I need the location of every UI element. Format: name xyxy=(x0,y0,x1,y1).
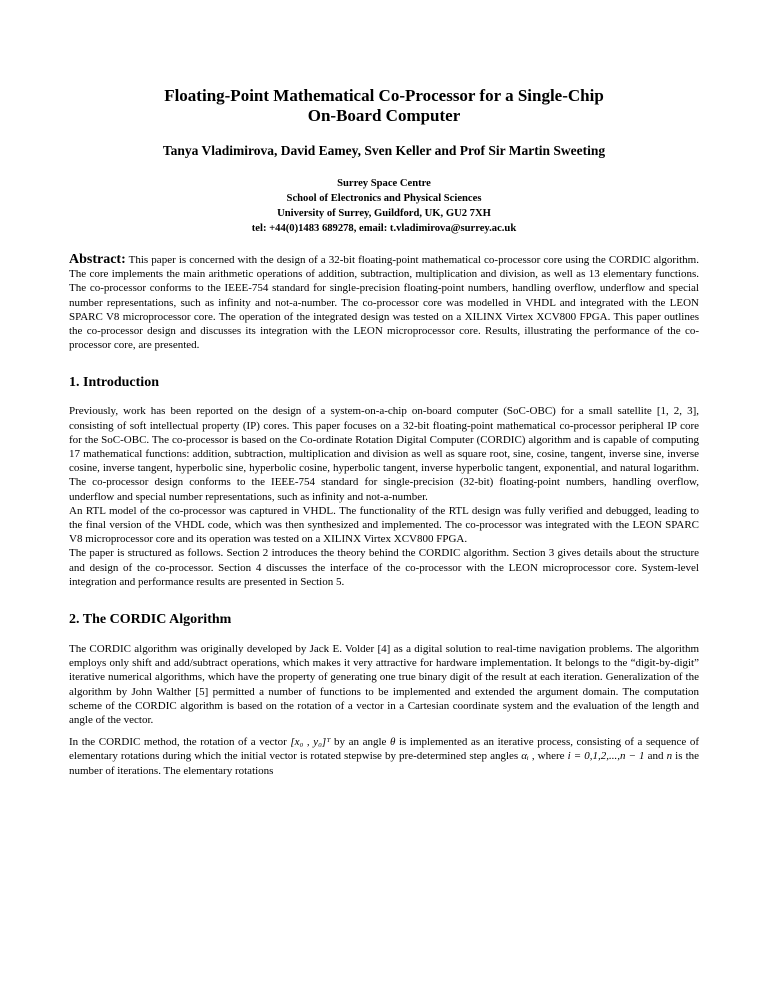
abstract-label: Abstract: xyxy=(69,252,126,267)
intro-paragraph-1: Previously, work has been reported on the design of a system-on-a-chip on-board computer (SoC-OBC) for a small satellite [1, 2, 3], consisting of soft intellectual property (IP) cores. This paper focuses on a 32-bit floating-point mathematical co-processor peripheral IP core for the SoC-OBC. The co-processor is based on the Co-ordinate Rotation Digital Computer (CORDIC) algorithm and is capable of computing 17 mathematical functions: addition, subtraction, multiplication and division as well as square root, sine, cosine, tangent, inverse sine, inverse cosine, inverse tangent, hyperbolic sine, hyperbolic cosine, hyperbolic tangent, inverse hyperbolic tangent, exponential, and natural logarithm. The co-processor design conforms to the IEEE-754 standard for single-precision (32-bit) floating-point numbers, handling overflow, underflow and special number representations, such as infinity and not-a-number. xyxy=(69,405,699,503)
section-introduction xyxy=(69,374,699,589)
section-heading-introduction: 1. Introduction xyxy=(69,375,159,391)
intro-paragraph-3: The paper is structured as follows. Section 2 introduces the theory behind the CORDIC algorithm. Section 3 gives details about the structure and design of the co-processor. Section 4 discusses the interface of the co-processor with the LEON microprocessor core. System-level integration and performance results are presented in Section 5. xyxy=(69,547,699,588)
affiliation-block xyxy=(69,176,699,236)
cordic-p2-text-d: , where xyxy=(528,750,568,763)
paper-title xyxy=(69,0,699,126)
affiliation-contact: tel: +44(0)1483 689278, email: t.vladimirova@surrey.ac.uk xyxy=(251,223,517,234)
paper-title-line-2: On-Board Computer xyxy=(307,106,461,125)
theta-symbol: θ xyxy=(390,736,396,749)
author-list: Tanya Vladimirova, David Eamey, Sven Keller and Prof Sir Martin Sweeting xyxy=(162,143,606,158)
affiliation-university: University of Surrey, Guildford, UK, GU2 7XH xyxy=(277,208,491,219)
section-cordic xyxy=(69,611,699,778)
alpha-symbol: αᵢ xyxy=(521,750,529,763)
section-heading-cordic: 2. The CORDIC Algorithm xyxy=(69,612,232,628)
cordic-p2-text-c: is implemented as an iterative process, consisting of a sequence of elementary rotations during which the initial vector is rotated stepwise by pre-determined step angles xyxy=(69,736,700,763)
vector-expression: [x₀ , y₀]ᵀ xyxy=(290,736,331,749)
abstract xyxy=(69,253,699,352)
intro-paragraph-2: An RTL model of the co-processor was captured in VHDL. The functionality of the RTL design was fully verified and debugged, leading to the final version of the VHDL code, which was then synthesized and implemented. The co-processor was integrated with the LEON SPARC V8 microprocessor core and its operation was tested on a XILINX Virtex XCV800 FPGA. xyxy=(69,504,699,546)
cordic-p2-text-f: is the number of iterations. The elementary rotations xyxy=(69,750,700,777)
cordic-p2-text-a: In the CORDIC method, the rotation of a vector xyxy=(69,736,291,749)
cordic-paragraph-2 xyxy=(69,735,699,778)
cordic-paragraph-1: The CORDIC algorithm was originally developed by Jack E. Volder [4] as a digital solution to real-time navigation problems. The algorithm employs only shift and add/subtract operations, which makes it very attractive for hardware implementation. It belongs to the “digit-by-digit” iterative numerical algorithms, which have the property of generating one true binary digit of the result at each iteration. Generalization of the algorithm by John Walther [5] permitted a number of functions to be implemented and extended the argument domain. The computation scheme of the CORDIC algorithm is based on the rotation of a vector in a Cartesian coordinate system and the evaluation of the length and angle of the vector. xyxy=(69,643,699,727)
cordic-p2-text-e: and xyxy=(644,750,667,763)
affiliation-school: School of Electronics and Physical Sciences xyxy=(286,193,482,204)
cordic-p2-text-b: by an angle xyxy=(330,736,390,749)
paper-title-line-1: Floating-Point Mathematical Co-Processor for a Single-Chip xyxy=(164,86,604,105)
affiliation-centre: Surrey Space Centre xyxy=(337,178,431,189)
n-symbol: n xyxy=(666,750,673,763)
abstract-text: This paper is concerned with the design of a 32-bit floating-point mathematical co-processor core using the CORDIC algorithm. The core implements the main arithmetic operations of addition, subtraction, multiplication and division, as well as 13 elementary functions. The co-processor conforms to the IEEE-754 standard for single-precision floating-point numbers, handling overflow, underflow and special number representations, such as infinity and not-a-number. The co-processor core was modelled in VHDL and integrated with the LEON SPARC V8 microprocessor core. The operation of the integrated design was tested on a XILINX Virtex XCV800 FPGA. This paper outlines the co-processor design and discusses its integration with the LEON microprocessor core. Results, illustrating the performance of the co-processor core, are presented. xyxy=(69,254,699,352)
index-range-expression: i = 0,1,2,...,n − 1 xyxy=(567,750,645,763)
